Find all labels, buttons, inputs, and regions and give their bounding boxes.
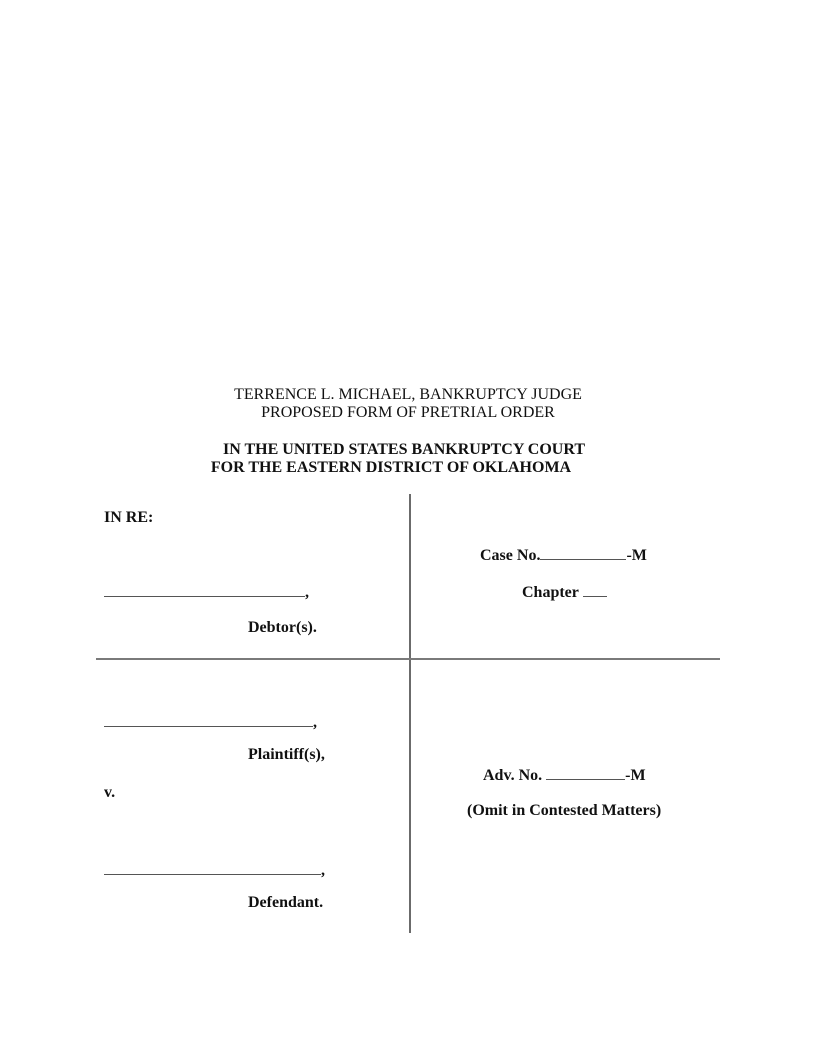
debtor-name-blank[interactable] xyxy=(104,582,305,597)
in-re-label: IN RE: xyxy=(104,509,154,526)
adversary-note: (Omit in Contested Matters) xyxy=(467,802,662,819)
caption-vertical-divider xyxy=(409,494,411,933)
plaintiff-name-blank[interactable] xyxy=(104,712,313,727)
adversary-number-field[interactable]: Adv. No. -M xyxy=(483,767,646,784)
plaintiff-name-field[interactable]: , xyxy=(104,712,317,732)
defendant-name-blank[interactable] xyxy=(104,860,321,875)
versus-label: v. xyxy=(104,784,116,801)
court-name: IN THE UNITED STATES BANKRUPTCY COURT xyxy=(222,441,586,458)
plaintiff-label: Plaintiff(s), xyxy=(248,746,325,763)
chapter-field[interactable]: Chapter xyxy=(522,582,607,602)
debtor-label: Debtor(s). xyxy=(248,619,317,636)
form-title: PROPOSED FORM OF PRETRIAL ORDER xyxy=(261,404,555,421)
court-district: FOR THE EASTERN DISTRICT OF OKLAHOMA xyxy=(210,459,572,476)
debtor-name-field[interactable]: , xyxy=(104,582,309,602)
caption-horizontal-divider xyxy=(96,658,720,660)
case-number-field[interactable]: Case No. -M xyxy=(480,547,647,564)
adversary-number-blank[interactable] xyxy=(546,765,625,780)
chapter-blank[interactable] xyxy=(583,582,607,597)
judge-line: TERRENCE L. MICHAEL, BANKRUPTCY JUDGE xyxy=(234,386,582,403)
defendant-label: Defendant. xyxy=(248,894,324,911)
case-number-blank[interactable] xyxy=(540,545,626,560)
defendant-name-field[interactable]: , xyxy=(104,860,325,880)
